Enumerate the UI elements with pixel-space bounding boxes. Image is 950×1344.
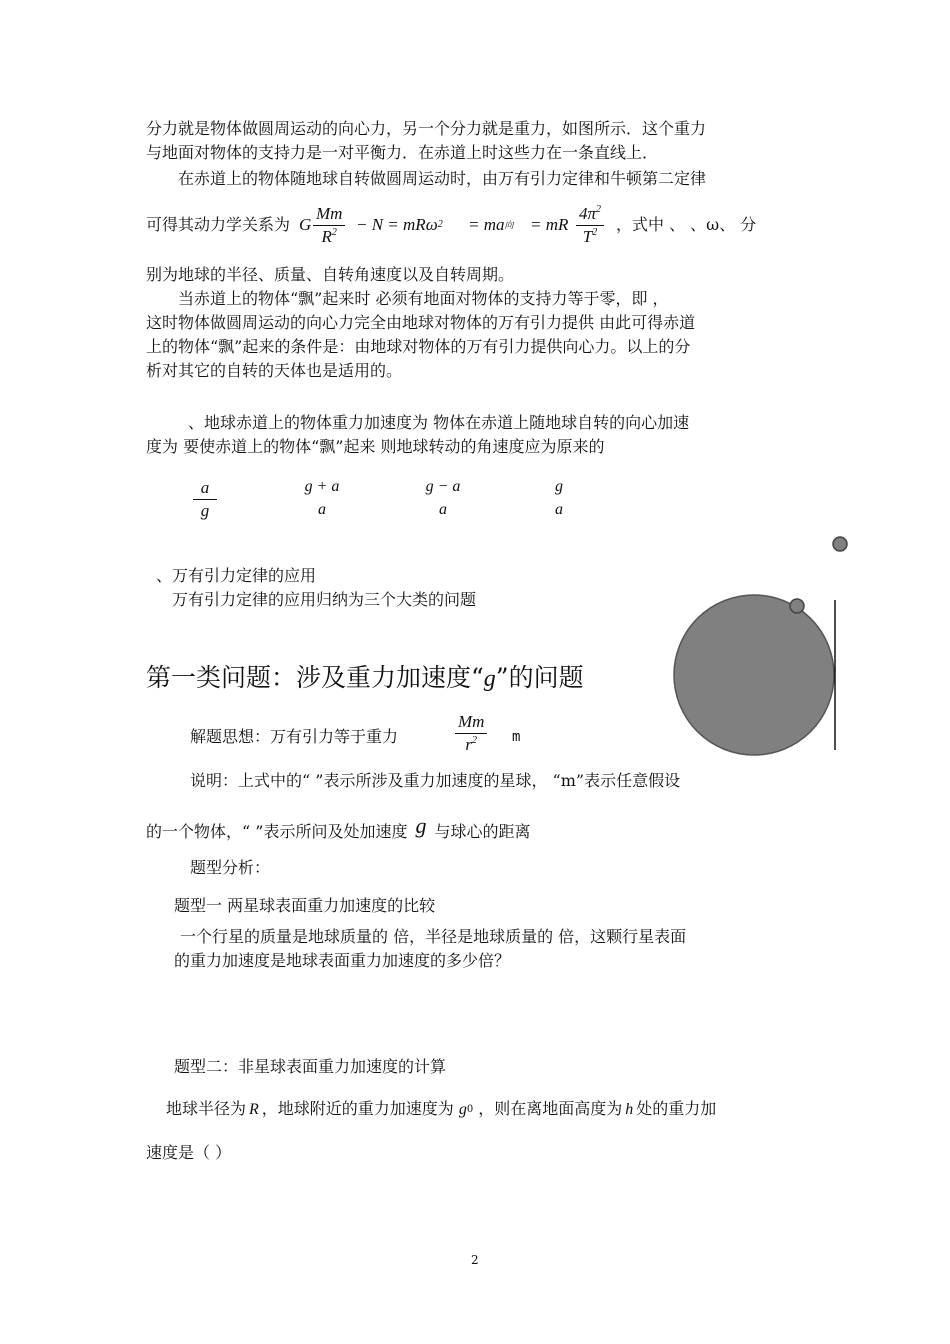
formula-term: − N = mRω$^2$ [356,215,443,234]
paragraph-line: 析对其它的自转的天体也是适用的。 [146,361,403,380]
formula-term: = mR [530,215,569,234]
question-line: 度为 要使赤道上的物体“飘”起来 则地球转动的角速度应为原来的 [146,437,605,456]
fraction-bar [313,225,345,226]
note-line: 说明：上式中的“ ”表示所涉及重力加速度的星球， “m”表示任意假设 [190,771,681,790]
page-number: 2 [471,1253,479,1267]
paragraph-line: 这时物体做圆周运动的向心力完全由地球对物体的万有引力提供 由此可得赤道 [146,313,696,332]
question-line: 一个行星的质量是地球质量的 倍，半径是地球质量的 倍，这颗行星表面 [180,927,687,946]
question-type-heading: 题型一 两星球表面重力加速度的比较 [174,896,436,915]
paragraph-line: 可得其动力学关系为 [146,215,291,234]
planet-circle [674,595,834,755]
choice-d: g a [555,478,563,518]
choice-b: g + a a [304,478,340,518]
paragraph-line: 分力就是物体做圆周运动的向心力，另一个分力就是重力，如图所示．这个重力 [146,119,707,138]
paragraph-line: 与地面对物体的支持力是一对平衡力．在赤道上时这些力在一条直线上． [146,143,659,162]
idea-fraction: Mm $r^2$ [455,712,487,755]
planet-figure [660,525,860,765]
idea-label: 解题思想：万有引力等于重力 [190,727,399,746]
formula-fraction-mm-r2 [313,204,345,247]
fraction-denominator: $R^2$ [321,227,337,246]
idea-m: m [512,729,521,745]
analysis-label: 题型分析： [190,858,271,877]
paragraph-line: 别为地球的半径、质量、自转角速度以及自转周期。 [146,265,515,284]
surface-object-circle [790,599,804,613]
question-type-heading: 题型二：非星球表面重力加速度的计算 [174,1057,447,1076]
question-line: 速度是（ ） [146,1143,232,1162]
fraction-bar [576,225,604,226]
choice-a: a g [193,478,217,521]
paragraph-line: ，式中 、 、ω、 分 [616,215,757,234]
formula-fraction-4pi2-t2 [576,204,604,247]
section-line: 万有引力定律的应用归纳为三个大类的问题 [172,590,477,609]
section-heading: 第一类问题：涉及重力加速度“g”的问题 [146,663,584,692]
paragraph-line: 在赤道上的物体随地球自转做圆周运动时，由万有引力定律和牛顿第二定律 [178,169,707,188]
question-line: 的重力加速度是地球表面重力加速度的多少倍？ [174,951,511,970]
formula-G: G [299,215,312,234]
choice-c: g − a a [425,478,461,518]
fraction-denominator: $T^2$ [582,227,598,246]
formula-term: = ma向 [468,215,514,234]
question-line: 地球半径为 R ，地球附近的重力加速度为 g0 ，则在离地面高度为 h 处的重力加 [166,1099,717,1118]
satellite-circle [833,537,847,551]
fraction-numerator: $4\pi^2$ [579,204,602,223]
paragraph-line: 当赤道上的物体“飘”起来时 必须有地面对物体的支持力等于零，即 ， [178,289,669,308]
note-line: 的一个物体，“ ”表示所问及处加速度 g 与球心的距离 [146,813,531,841]
paragraph-line: 上的物体“飘”起来的条件是：由地球对物体的万有引力提供向心力。以上的分 [146,337,691,356]
section-line: 、万有引力定律的应用 [156,566,317,585]
fraction-numerator: Mm [316,204,343,223]
question-line: 、地球赤道上的物体重力加速度为 物体在赤道上随地球自转的向心加速 [188,413,690,432]
